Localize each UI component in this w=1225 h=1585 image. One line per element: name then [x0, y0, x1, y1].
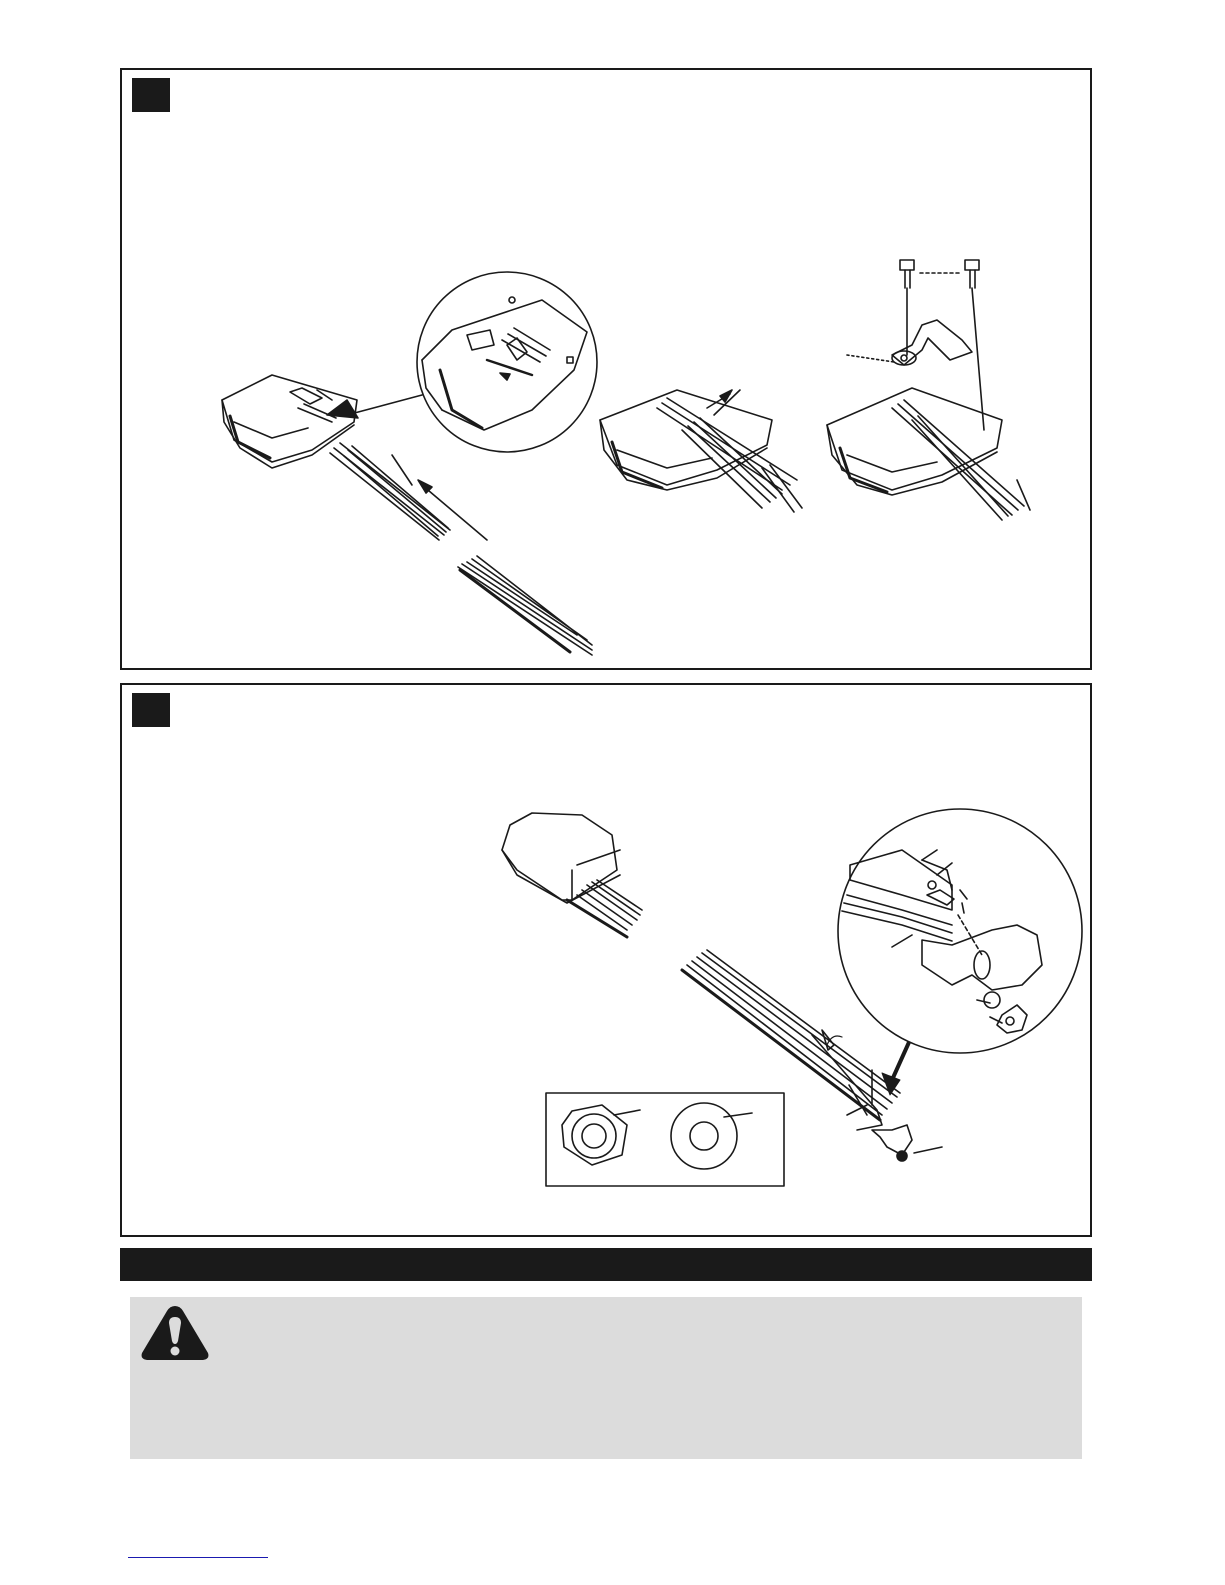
zoom-line [347, 395, 422, 415]
motor-head-a-drawing [222, 375, 357, 468]
callout-line-b [392, 455, 412, 485]
zoom-arrow [882, 1040, 910, 1095]
step-2-illustration [122, 685, 1092, 1237]
bracket-drawing [892, 320, 972, 365]
zoom-circle-drawing [417, 272, 597, 452]
warning-box [130, 1297, 1082, 1459]
motor-head-c-drawing [827, 388, 1030, 520]
callout-line-e [914, 1147, 942, 1153]
detail-circle-drawing [838, 809, 1082, 1053]
warning-triangle-icon [140, 1303, 210, 1363]
motor-head-d-drawing [502, 813, 642, 937]
callout-line-d [847, 355, 894, 362]
footer-link-underline [128, 1557, 268, 1558]
step-2-panel [120, 683, 1092, 1237]
rail-segment-a-drawing [330, 443, 592, 655]
motor-head-b-drawing [600, 390, 802, 512]
step-1-illustration [122, 70, 1092, 670]
step-1-panel [120, 68, 1092, 670]
hardware-legend-drawing [546, 1093, 784, 1186]
section-heading-bar [120, 1248, 1092, 1281]
